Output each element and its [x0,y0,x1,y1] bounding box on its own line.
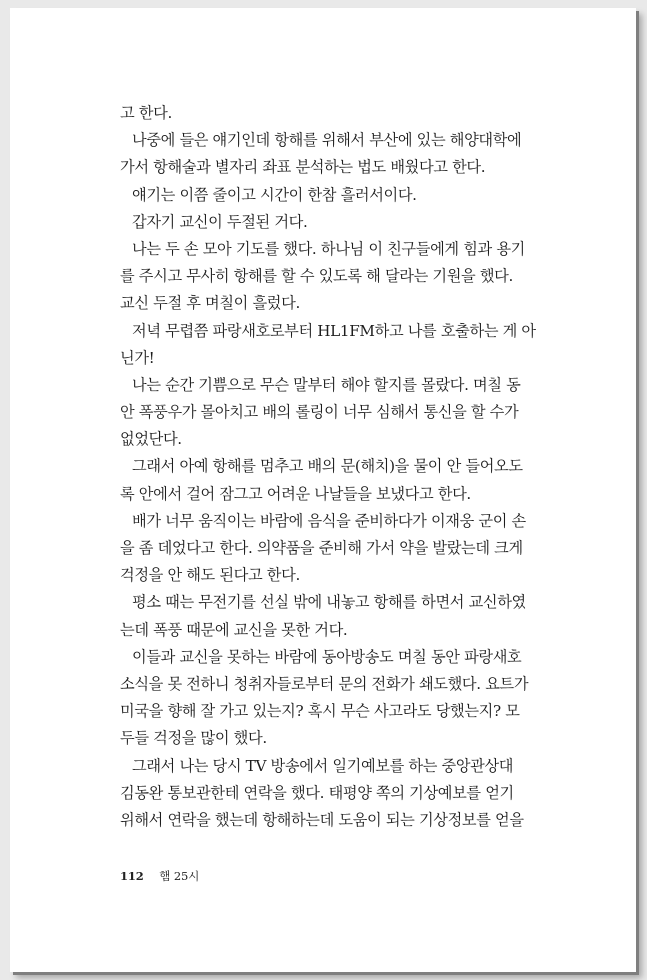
text-line: 소식을 못 전하니 청취자들로부터 문의 전화가 쇄도했다. 요트가 [120,674,529,693]
text-line: 록 안에서 걸어 잠그고 어려운 나날들을 보냈다고 한다. [120,484,471,503]
text-line: 안 폭풍우가 몰아치고 배의 롤링이 너무 심해서 통신을 할 수가 [120,403,519,422]
text-line: 를 주시고 무사히 항해를 할 수 있도록 해 달라는 기원을 했다. [120,267,513,286]
text-line: 없었단다. [120,430,182,449]
page-number: 112 [120,869,144,883]
text-line: 을 좀 데었다고 한다. 의약품을 준비해 가서 약을 발랐는데 크게 [120,539,523,557]
text-line: 그래서 나는 당시 TV 방송에서 일기예보를 하는 중앙관상대 [132,756,514,775]
text-line: 위해서 연락을 했는데 항해하는데 도움이 되는 기상정보를 얻을 [120,810,524,829]
text-line: 두들 걱정을 많이 했다. [120,729,267,748]
body-text [120,100,562,834]
text-line: 나는 두 손 모아 기도를 했다. 하나님 이 친구들에게 힘과 용기 [132,239,525,258]
book-title: 햄 25시 [159,869,200,883]
text-line: 미국을 향해 잘 가고 있는지? 혹시 무슨 사고라도 당했는지? 모 [120,702,520,721]
text-line: 걱정을 안 해도 된다고 한다. [120,566,300,585]
text-line: 그래서 아예 항해를 멈추고 배의 문(해치)을 물이 안 들어오도 [132,457,523,476]
text-line: 교신 두절 후 며칠이 흘렀다. [120,294,300,313]
text-line: 는데 폭풍 때문에 교신을 못한 거다. [120,620,348,639]
text-line: 가서 항해술과 별자리 좌표 분석하는 법도 배웠다고 한다. [120,158,486,177]
text-line: 갑자기 교신이 두절된 거다. [132,212,308,231]
text-line: 나는 순간 기쁨으로 무슨 말부터 해야 할지를 몰랐다. 며칠 동 [132,375,521,394]
text-line: 평소 때는 무전기를 선실 밖에 내놓고 항해를 하면서 교신하였 [132,593,526,612]
text-line: 김동완 통보관한테 연락을 했다. 태평양 쪽의 기상예보를 얻기 [120,783,514,802]
text-line: 이들과 교신을 못하는 바람에 동아방송도 며칠 동안 파랑새호 [132,647,522,666]
book-page [10,8,636,972]
text-line: 저녁 무렵쯤 파랑새호로부터 HL1FM하고 나를 호출하는 게 아 [132,321,536,340]
page-footer [120,868,199,884]
text-line: 고 한다. [120,104,172,122]
text-line: 얘기는 이쯤 줄이고 시간이 한참 흘러서이다. [132,185,417,204]
text-line: 나중에 들은 얘기인데 항해를 위해서 부산에 있는 해양대학에 [132,131,522,150]
text-line: 배가 너무 움직이는 바람에 음식을 준비하다가 이재웅 군이 손 [132,511,526,530]
text-line: 닌가! [120,348,155,367]
